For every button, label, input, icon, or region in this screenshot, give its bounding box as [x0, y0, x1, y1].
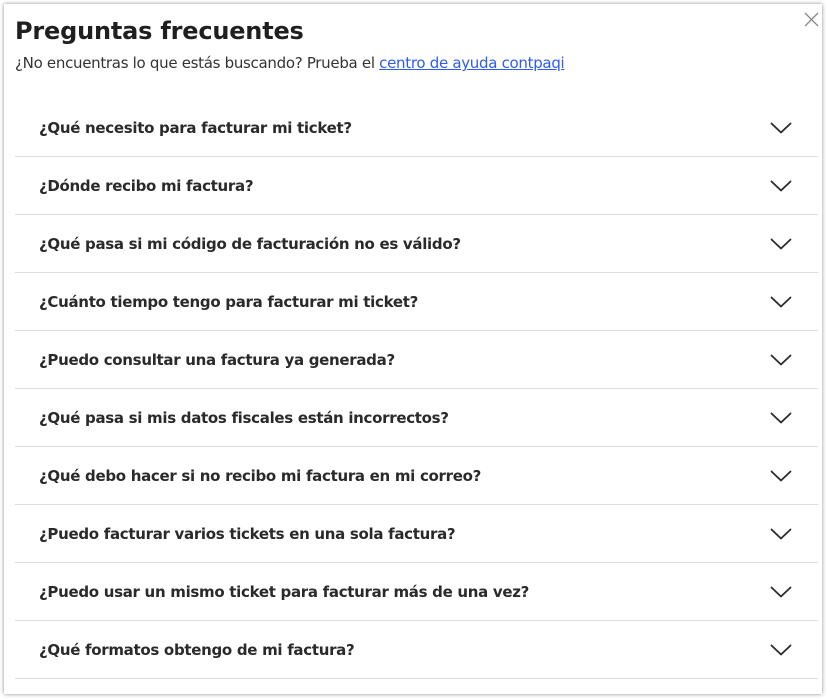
- faq-item[interactable]: [15, 99, 818, 157]
- faq-list: [15, 99, 818, 679]
- chevron-down-icon[interactable]: [770, 528, 792, 540]
- chevron-down-icon[interactable]: [770, 412, 792, 424]
- chevron-down-icon[interactable]: [770, 470, 792, 482]
- faq-item[interactable]: [15, 157, 818, 215]
- chevron-down-icon[interactable]: [770, 296, 792, 308]
- chevron-down-icon[interactable]: [770, 354, 792, 366]
- chevron-down-icon[interactable]: [770, 122, 792, 134]
- faq-item[interactable]: [15, 447, 818, 505]
- faq-question: ¿Qué debo hacer si no recibo mi factura en mi correo?: [39, 466, 482, 485]
- faq-question: ¿Cuánto tiempo tengo para facturar mi ticket?: [39, 292, 418, 311]
- page-title: Preguntas frecuentes: [15, 17, 304, 45]
- chevron-down-icon[interactable]: [770, 180, 792, 192]
- chevron-down-icon[interactable]: [770, 238, 792, 250]
- chevron-down-icon[interactable]: [770, 586, 792, 598]
- faq-item[interactable]: [15, 215, 818, 273]
- help-center-link[interactable]: centro de ayuda contpaqi: [379, 54, 565, 72]
- close-icon: [803, 11, 820, 28]
- faq-question: ¿Qué necesito para facturar mi ticket?: [39, 118, 352, 137]
- faq-item[interactable]: [15, 389, 818, 447]
- faq-item[interactable]: [15, 331, 818, 389]
- faq-item[interactable]: [15, 621, 818, 679]
- faq-question: ¿Qué pasa si mis datos fiscales están incorrectos?: [39, 408, 449, 427]
- faq-question: ¿Puedo consultar una factura ya generada?: [39, 350, 395, 369]
- faq-item[interactable]: [15, 505, 818, 563]
- faq-question: ¿Dónde recibo mi factura?: [39, 176, 254, 195]
- chevron-down-icon[interactable]: [770, 644, 792, 656]
- subtitle-text: ¿No encuentras lo que estás buscando? Prueba el: [15, 54, 380, 72]
- faq-modal: [4, 4, 822, 694]
- faq-question: ¿Qué formatos obtengo de mi factura?: [39, 640, 355, 659]
- subtitle: [15, 53, 564, 73]
- faq-question: ¿Puedo facturar varios tickets en una sola factura?: [39, 524, 456, 543]
- faq-question: ¿Qué pasa si mi código de facturación no es válido?: [39, 234, 461, 253]
- faq-item[interactable]: [15, 273, 818, 331]
- close-button[interactable]: [803, 11, 820, 28]
- faq-item[interactable]: [15, 563, 818, 621]
- faq-question: ¿Puedo usar un mismo ticket para facturar más de una vez?: [39, 582, 530, 601]
